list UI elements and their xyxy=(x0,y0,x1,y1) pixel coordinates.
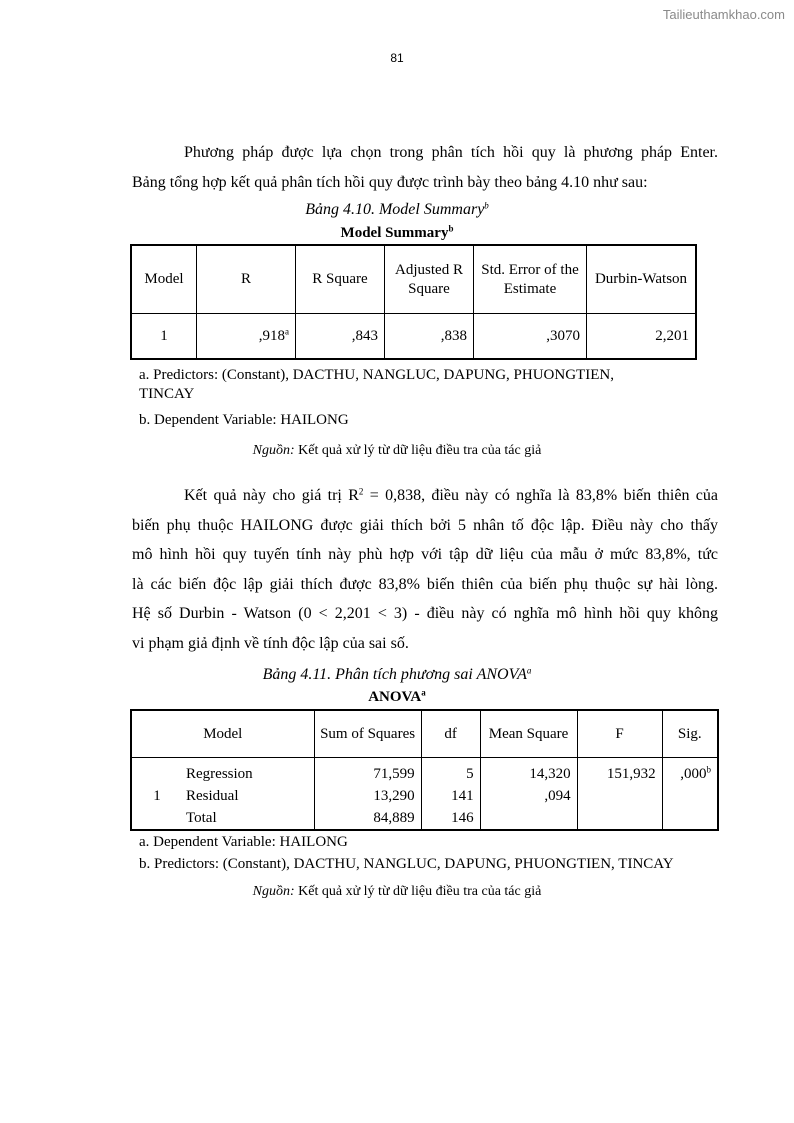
table2-source: Nguồn: Kết quả xử lý từ dữ liệu điều tra của tác giả xyxy=(252,884,542,899)
table-row xyxy=(131,314,696,360)
header-r: R xyxy=(197,245,296,314)
cell-sum-of-squares: 84,889 xyxy=(314,807,421,830)
discussion-line-1: Kết quả này cho giá trị $R^2 = 0,838$, điều này có nghĩa là 83,8% biến thiên của xyxy=(184,486,719,504)
page-number: 81 xyxy=(390,51,404,65)
cell-model: 1 xyxy=(131,314,197,360)
discussion-line-3: mô hình hồi quy tuyến tính này phù hợp với tập dữ liệu của mẫu ở mức 83,8%, tức xyxy=(132,546,718,564)
table1-caption: Bảng 4.10. Model Summary$^b$ xyxy=(305,200,489,218)
header-model: Model xyxy=(131,245,197,314)
table1-title: Model Summary$^b$ xyxy=(340,223,454,241)
discussion-line-6: vi phạm giả định về tính độc lập của sai số. xyxy=(132,634,409,652)
cell-label: Residual xyxy=(182,785,314,807)
cell-r: ,918$^a$ xyxy=(197,314,296,360)
cell-label: Total xyxy=(182,807,314,830)
cell-sig xyxy=(662,785,718,807)
cell-f: 151,932 xyxy=(577,758,662,786)
cell-sig xyxy=(662,807,718,830)
cell-r-square: ,843 xyxy=(296,314,385,360)
table1-note-b: b. Dependent Variable: HAILONG xyxy=(139,412,349,428)
table2-caption: Bảng 4.11. Phân tích phương sai ANOVA$^a$ xyxy=(262,665,532,683)
intro-paragraph xyxy=(132,138,718,197)
cell-mean-square: ,094 xyxy=(480,785,577,807)
cell-df: 141 xyxy=(421,785,480,807)
table1-note-a: a. Predictors: (Constant), DACTHU, NANGLUC, DAPUNG, PHUONGTIEN, TINCAY xyxy=(139,367,614,402)
cell-std-error: ,3070 xyxy=(474,314,587,360)
cell-mean-square: 14,320 xyxy=(480,758,577,786)
cell-f xyxy=(577,807,662,830)
header-mean-square: Mean Square xyxy=(480,710,577,758)
watermark: Tailieuthamkhao.com xyxy=(662,7,785,22)
cell-model-number: 1 xyxy=(131,758,182,831)
header-adjusted-r-square: Adjusted R Square xyxy=(385,245,474,314)
header-f: F xyxy=(577,710,662,758)
table-row xyxy=(131,807,718,830)
cell-durbin-watson: 2,201 xyxy=(587,314,697,360)
intro-line-1: Phương pháp được lựa chọn trong phân tích hồi quy là phương pháp Enter. xyxy=(184,144,718,161)
cell-label: Regression xyxy=(182,758,314,786)
cell-sum-of-squares: 71,599 xyxy=(314,758,421,786)
header-df: df xyxy=(421,710,480,758)
cell-mean-square xyxy=(480,807,577,830)
cell-f xyxy=(577,785,662,807)
table1-source: Nguồn: Kết quả xử lý từ dữ liệu điều tra của tác giả xyxy=(252,443,542,458)
table-header-row xyxy=(131,710,718,758)
header-std-error: Std. Error of the Estimate xyxy=(474,245,587,314)
anova-table xyxy=(130,709,719,831)
table-row xyxy=(131,785,718,807)
cell-adjusted-r-square: ,838 xyxy=(385,314,474,360)
header-sig: Sig. xyxy=(662,710,718,758)
table2-note-b: b. Predictors: (Constant), DACTHU, NANGLUC, DAPUNG, PHUONGTIEN, TINCAY xyxy=(139,856,674,872)
cell-sig: ,000$^b$ xyxy=(662,758,718,786)
model-summary-table xyxy=(130,244,697,360)
header-durbin-watson: Durbin-Watson xyxy=(587,245,697,314)
header-sum-of-squares: Sum of Squares xyxy=(314,710,421,758)
discussion-line-2: biến phụ thuộc HAILONG được giải thích bởi 5 nhân tố độc lập. Điều này cho thấy xyxy=(132,516,718,534)
header-r-square: R Square xyxy=(296,245,385,314)
discussion-line-4: là các biến độc lập giải thích được 83,8% biến thiên của biến phụ thuộc sự hài lòng. xyxy=(132,575,718,593)
header-model: Model xyxy=(131,710,314,758)
table2-title: ANOVA$^a$ xyxy=(368,687,426,705)
table-header-row xyxy=(131,245,696,314)
discussion-paragraph xyxy=(132,481,718,659)
cell-df: 146 xyxy=(421,807,480,830)
discussion-line-5: Hệ số Durbin - Watson (0 < 2,201 < 3) - điều này có nghĩa mô hình hồi quy không xyxy=(132,605,718,623)
intro-line-2: Bảng tổng hợp kết quả phân tích hồi quy được trình bày theo bảng 4.10 như sau: xyxy=(132,173,648,191)
table-row xyxy=(131,758,718,786)
cell-sum-of-squares: 13,290 xyxy=(314,785,421,807)
table2-note-a: a. Dependent Variable: HAILONG xyxy=(139,834,348,850)
cell-df: 5 xyxy=(421,758,480,786)
